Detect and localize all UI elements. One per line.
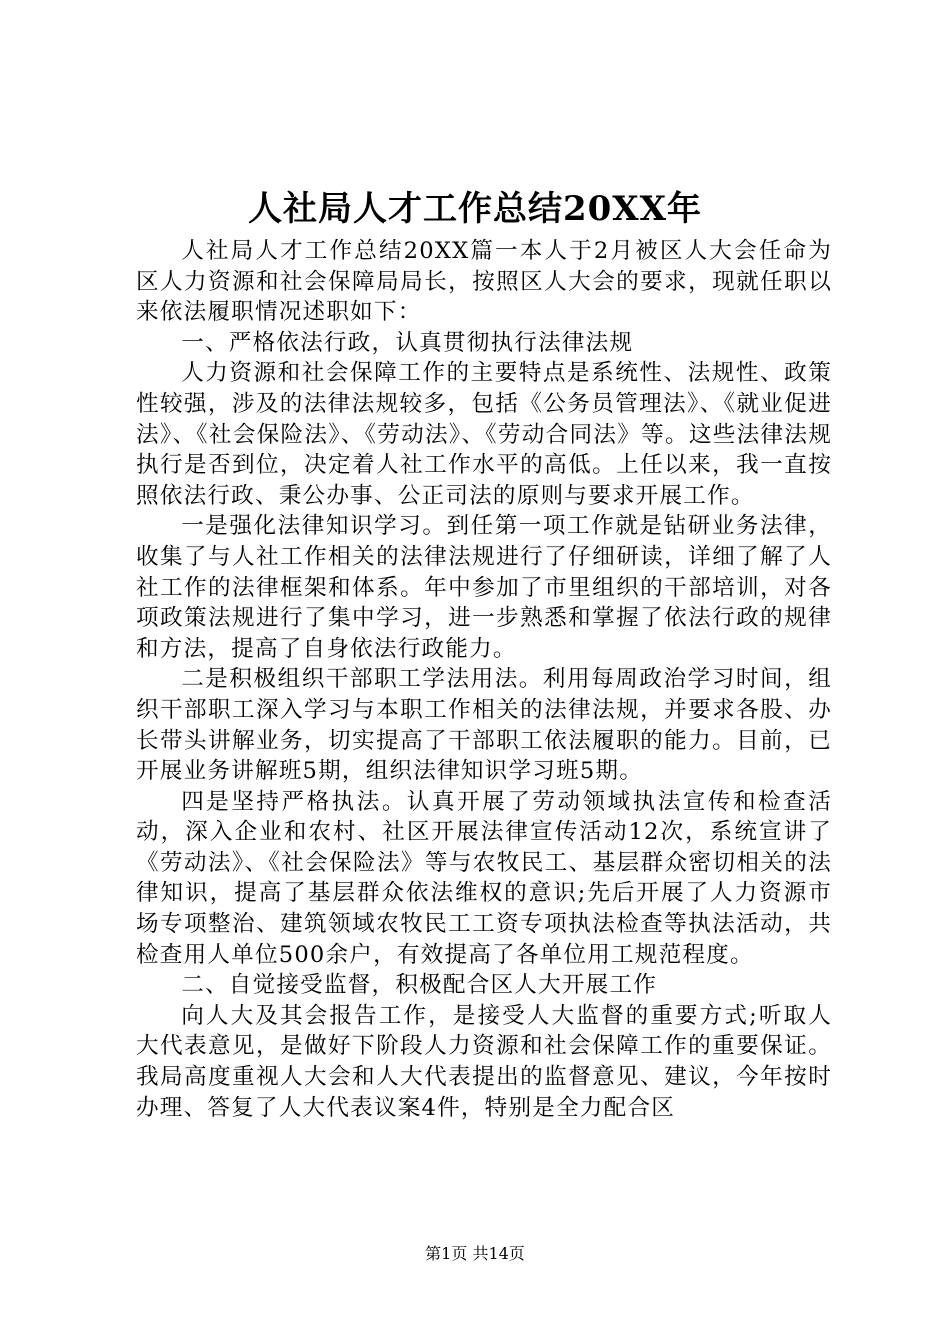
paragraph-supervision: 向人大及其会报告工作，是接受人大监督的重要方式;听取人大代表意见，是做好下阶段人力资源和社会保障工作的重要保证。我局高度重视人大会和人大代表提出的监督意见、建议，今年按时办理、答复了人大代表议案4件，特别是全力配合区 [136,1002,832,1121]
section-heading-2: 二、自觉接受监督，积极配合区人大开展工作 [181,972,658,999]
page-number-footer: 第1页 共14页 [425,1244,525,1263]
paragraph-enforcement: 四是坚持严格执法。认真开展了劳动领域执法宣传和检查活动，深入企业和农村、社区开展法律宣传活动12次，系统宣讲了《劳动法》、《社会保险法》等与农牧民工、基层群众密切相关的法律知识，提高了基层群众依法维权的意识;先后开展了人力资源市场专项整治、建筑领域农牧民工工资专项执法检查等执法活动，共检查用人单位500余户，有效提高了各单位用工规范程度。 [136,788,832,968]
document-body [136,236,832,1123]
document-title: 人社局人才工作总结20XX年 [247,189,703,229]
paragraph-staff-training: 二是积极组织干部职工学法用法。利用每周政治学习时间，组织干部职工深入学习与本职工作相关的法律法规，并要求各股、办长带头讲解业务，切实提高了干部职工依法履职的能力。目前，已开展业务讲解班5期，组织法律知识学习班5期。 [136,666,832,785]
section-heading-1: 一、严格依法行政，认真贯彻执行法律法规 [181,329,634,356]
paragraph-intro: 人社局人才工作总结20XX篇一本人于2月被区人大会任命为区人力资源和社会保障局局长，按照区人大会的要求，现就任职以来依法履职情况述职如下： [136,238,832,326]
paragraph-laws: 人力资源和社会保障工作的主要特点是系统性、法规性、政策性较强，涉及的法律法规较多，包括《公务员管理法》、《就业促进法》、《社会保险法》、《劳动法》、《劳动合同法》等。这些法律法规执行是否到位，决定着人社工作水平的高低。上任以来，我一直按照依法行政、秉公办事、公正司法的原则与要求开展工作。 [136,360,832,509]
paragraph-study: 一是强化法律知识学习。到任第一项工作就是钻研业务法律，收集了与人社工作相关的法律法规进行了仔细研读，详细了解了人社工作的法律框架和体系。年中参加了市里组织的干部培训，对各项政策法规进行了集中学习，进一步熟悉和掌握了依法行政的规律和方法，提高了自身依法行政能力。 [136,513,832,662]
